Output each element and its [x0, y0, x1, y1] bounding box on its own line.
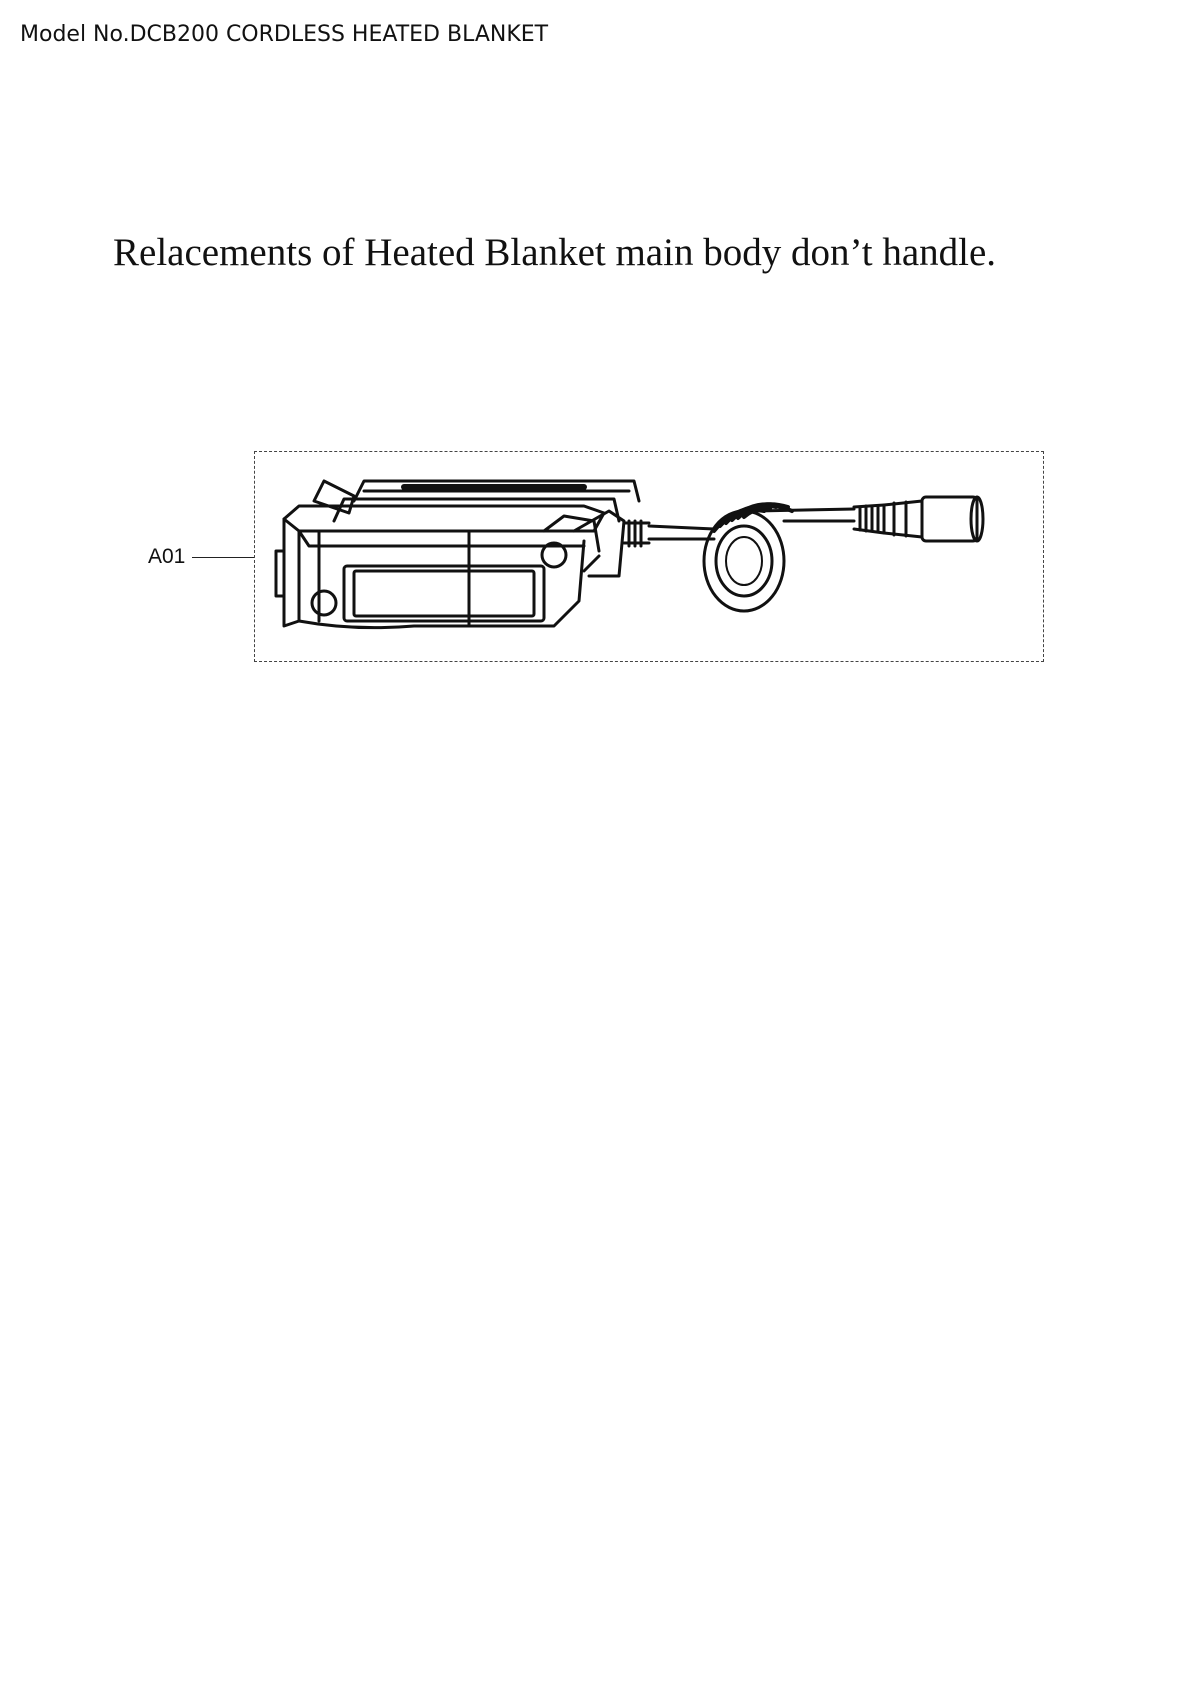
page-title: Relacements of Heated Blanket main body don’t handle. — [113, 231, 997, 274]
part-label-a01: A01 — [148, 545, 186, 568]
controller-body — [276, 506, 624, 628]
part-leader-line — [192, 557, 254, 558]
cord-strain-relief — [624, 521, 714, 546]
belt-clip — [314, 481, 639, 521]
controller-with-coiled-cord-illustration — [254, 451, 1044, 662]
coiled-cord — [704, 504, 854, 611]
document-header: Model No.DCB200 CORDLESS HEATED BLANKET — [20, 22, 549, 47]
dc-plug — [854, 497, 983, 541]
